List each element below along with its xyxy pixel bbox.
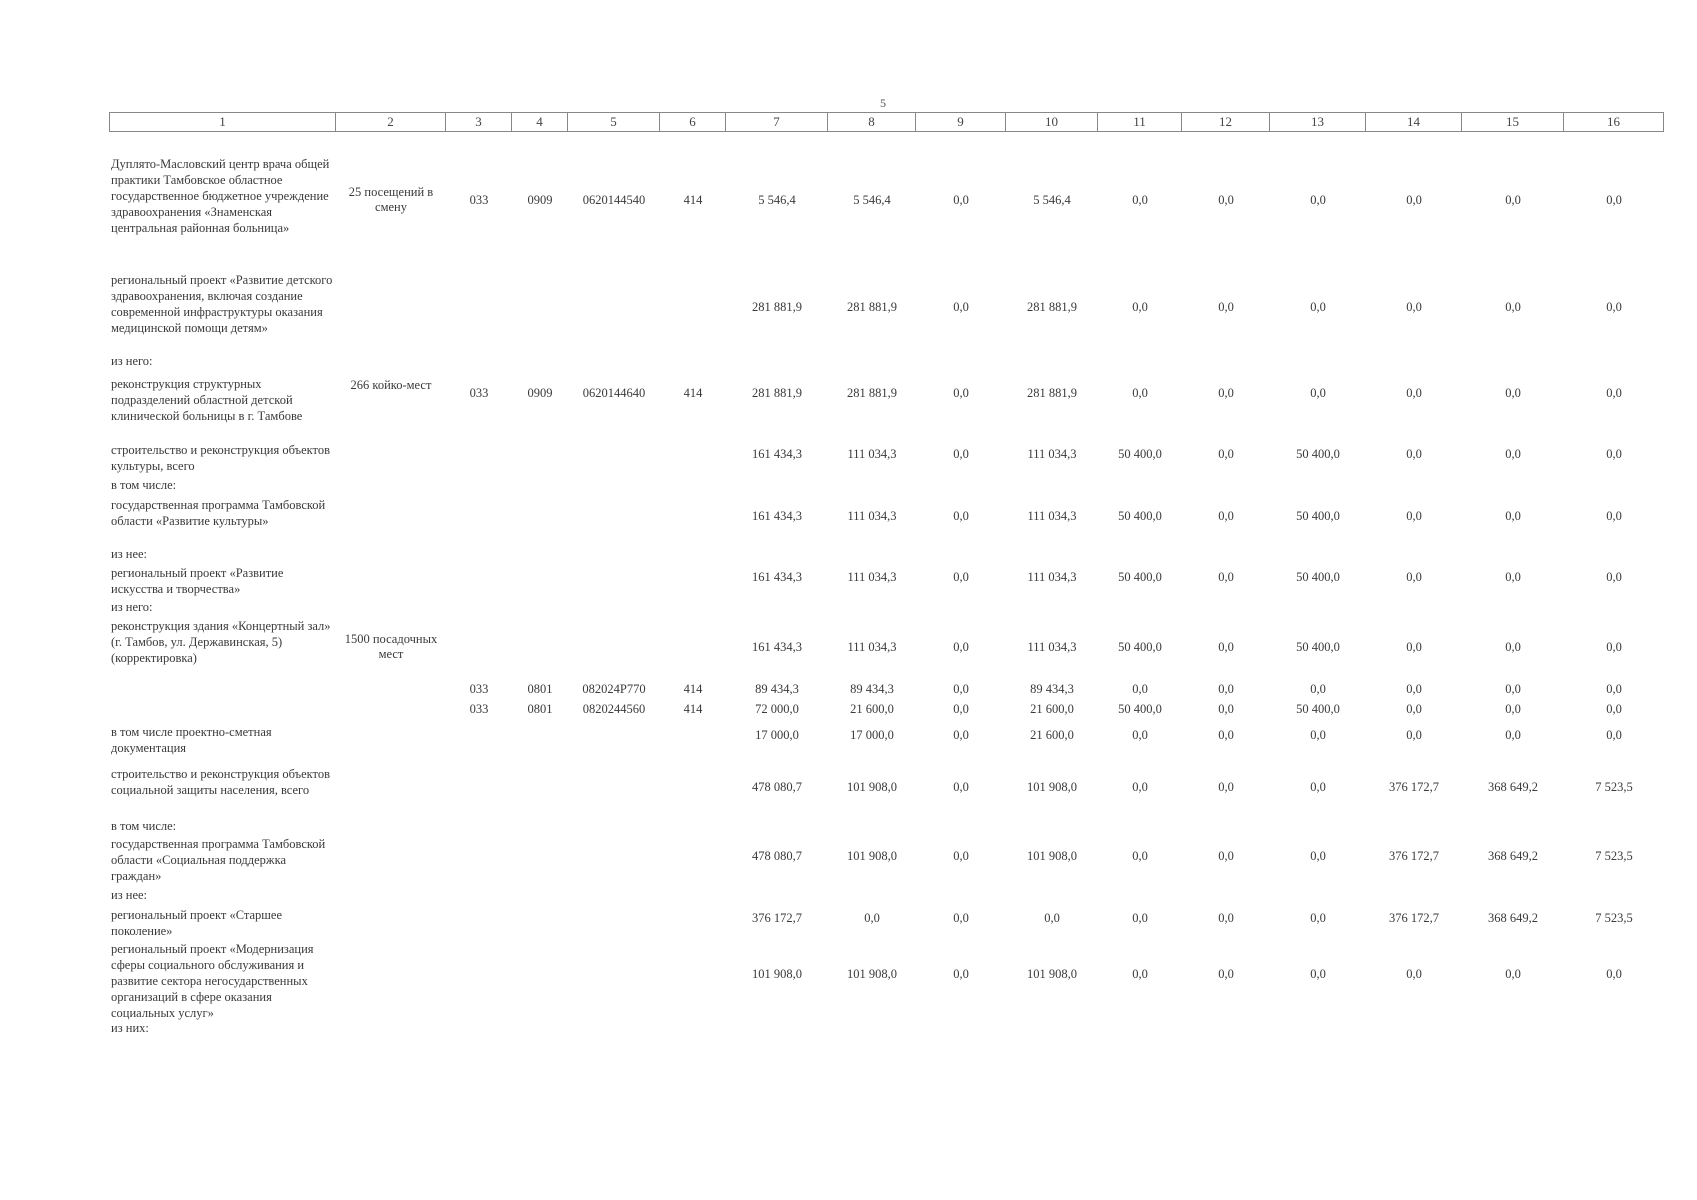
row-value-col-13: 0,0 [1310,193,1326,207]
row-value-col-16: 7 523,5 [1595,911,1633,925]
row-value-col-11: 0,0 [1132,967,1148,981]
row-value-col-11: 0,0 [1132,849,1148,863]
row-value-col-9: 0,0 [953,682,969,696]
row-value-col-15: 0,0 [1505,509,1521,523]
row-value-col-15: 0,0 [1505,728,1521,742]
row-value-col-14: 0,0 [1406,447,1422,461]
column-header-7: 7 [726,112,828,132]
row-value-col-7: 478 080,7 [752,780,802,794]
row-value-col-12: 0,0 [1218,300,1234,314]
row-value-col-10: 5 546,4 [1033,193,1071,207]
row-value-col-11: 0,0 [1132,728,1148,742]
row-value-col-16: 0,0 [1606,640,1622,654]
row-value-col-7: 281 881,9 [752,386,802,400]
column-header-14: 14 [1366,112,1462,132]
row-value-col-10: 89 434,3 [1030,682,1074,696]
row-value-col-13: 0,0 [1310,386,1326,400]
row-value-col-11: 50 400,0 [1118,509,1162,523]
row-value-col-14: 0,0 [1406,193,1422,207]
row-value-col-16: 0,0 [1606,967,1622,981]
row-value-col-9: 0,0 [953,849,969,863]
row-code-c3: 033 [469,702,489,716]
row-value-col-13: 50 400,0 [1296,640,1340,654]
row-label: в том числе проектно-сметная документация [111,725,272,755]
row-value-col-16: 0,0 [1606,682,1622,696]
row-value-col-8: 17 000,0 [850,728,894,742]
row-value-col-8: 101 908,0 [847,967,897,981]
row-code-c6: 414 [683,193,703,207]
row-label: региональный проект «Развитие детского здравоохранения, включая создание современной инфраструктуры оказания медицинской помощи детям» [111,273,333,335]
row-value-col-12: 0,0 [1218,386,1234,400]
row-value-col-11: 50 400,0 [1118,570,1162,584]
row-value-col-15: 368 649,2 [1488,849,1538,863]
row-label: реконструкция структурных подразделений областной детской клинической больницы в г. Тамбове [111,377,303,423]
row-value-col-12: 0,0 [1218,911,1234,925]
row-value-col-7: 5 546,4 [758,193,796,207]
row-value-col-10: 101 908,0 [1027,780,1077,794]
row-label: строительство и реконструкция объектов культуры, всего [111,443,330,473]
row-value-col-11: 0,0 [1132,780,1148,794]
column-header-6: 6 [660,112,726,132]
row-code-c4: 0909 [527,386,553,400]
row-code-c6: 414 [683,702,703,716]
row-value-col-9: 0,0 [953,780,969,794]
row-value-col-13: 0,0 [1310,911,1326,925]
row-value-col-7: 161 434,3 [752,640,802,654]
row-value-col-8: 111 034,3 [847,640,897,654]
row-value-col-9: 0,0 [953,640,969,654]
row-value-col-15: 0,0 [1505,386,1521,400]
column-header-15: 15 [1462,112,1564,132]
row-capacity: 266 койко-мест [350,378,432,392]
row-code-c6: 414 [683,386,703,400]
row-value-col-12: 0,0 [1218,193,1234,207]
row-value-col-13: 50 400,0 [1296,570,1340,584]
row-value-col-15: 0,0 [1505,702,1521,716]
row-value-col-15: 0,0 [1505,570,1521,584]
row-value-col-11: 0,0 [1132,682,1148,696]
row-value-col-9: 0,0 [953,570,969,584]
row-code-c5: 0620144540 [582,193,646,207]
page-number: 5 [880,96,886,110]
row-value-col-9: 0,0 [953,509,969,523]
row-label: региональный проект «Модернизация сферы социального обслуживания и развитие сектора негосударственных организаций в сфере оказания социальных услуг» [111,942,314,1020]
row-value-col-15: 0,0 [1505,682,1521,696]
row-code-c3: 033 [469,193,489,207]
row-value-col-9: 0,0 [953,447,969,461]
column-header-5: 5 [568,112,660,132]
row-value-col-13: 0,0 [1310,780,1326,794]
row-value-col-12: 0,0 [1218,570,1234,584]
row-value-col-14: 0,0 [1406,702,1422,716]
row-value-col-9: 0,0 [953,967,969,981]
row-value-col-10: 111 034,3 [1027,640,1077,654]
sub-label: в том числе: [111,819,177,833]
row-value-col-8: 111 034,3 [847,509,897,523]
row-code-c4: 0801 [527,702,553,716]
row-value-col-10: 281 881,9 [1027,386,1077,400]
column-header-11: 11 [1098,112,1182,132]
row-value-col-16: 0,0 [1606,386,1622,400]
row-value-col-13: 50 400,0 [1296,447,1340,461]
column-header-9: 9 [916,112,1006,132]
row-value-col-7: 161 434,3 [752,570,802,584]
row-value-col-7: 89 434,3 [755,682,799,696]
row-value-col-11: 50 400,0 [1118,640,1162,654]
row-capacity: 25 посещений в смену [348,185,434,214]
row-label: строительство и реконструкция объектов социальной защиты населения, всего [111,767,330,797]
row-value-col-16: 0,0 [1606,728,1622,742]
column-header-3: 3 [446,112,512,132]
column-header-1: 1 [109,112,336,132]
row-code-c5: 0620144640 [582,386,646,400]
row-value-col-14: 0,0 [1406,728,1422,742]
sub-label: из нее: [111,888,148,902]
row-code-c4: 0909 [527,193,553,207]
row-value-col-11: 50 400,0 [1118,702,1162,716]
column-header-2: 2 [336,112,446,132]
row-value-col-16: 0,0 [1606,702,1622,716]
column-header-13: 13 [1270,112,1366,132]
row-value-col-9: 0,0 [953,300,969,314]
row-value-col-7: 72 000,0 [755,702,799,716]
row-value-col-8: 101 908,0 [847,849,897,863]
row-value-col-11: 0,0 [1132,300,1148,314]
row-value-col-12: 0,0 [1218,447,1234,461]
sub-label: в том числе: [111,478,177,492]
row-value-col-8: 0,0 [864,911,880,925]
row-value-col-7: 17 000,0 [755,728,799,742]
row-value-col-15: 368 649,2 [1488,911,1538,925]
row-value-col-9: 0,0 [953,702,969,716]
column-header-12: 12 [1182,112,1270,132]
row-label: Дуплято-Масловский центр врача общей практики Тамбовское областное государственное бюджетное учреждение здравоохранения «Знаменская центральная районная больница» [111,157,330,235]
row-label: реконструкция здания «Концертный зал» (г. Тамбов, ул. Державинская, 5) (корректировка) [111,619,331,665]
column-header-4: 4 [512,112,568,132]
sub-label: из них: [111,1021,149,1035]
sub-label: из нее: [111,547,148,561]
row-value-col-16: 0,0 [1606,570,1622,584]
row-value-col-11: 0,0 [1132,911,1148,925]
row-value-col-10: 281 881,9 [1027,300,1077,314]
row-value-col-10: 0,0 [1044,911,1060,925]
row-value-col-15: 0,0 [1505,300,1521,314]
row-value-col-12: 0,0 [1218,967,1234,981]
row-label: региональный проект «Развитие искусства и творчества» [111,566,284,596]
row-capacity: 1500 посадочных мест [344,632,438,661]
row-value-col-9: 0,0 [953,911,969,925]
row-value-col-15: 0,0 [1505,967,1521,981]
row-value-col-8: 89 434,3 [850,682,894,696]
row-value-col-8: 5 546,4 [853,193,891,207]
row-value-col-13: 50 400,0 [1296,702,1340,716]
row-value-col-10: 101 908,0 [1027,967,1077,981]
row-value-col-10: 101 908,0 [1027,849,1077,863]
row-value-col-16: 0,0 [1606,300,1622,314]
row-value-col-13: 50 400,0 [1296,509,1340,523]
row-value-col-12: 0,0 [1218,702,1234,716]
row-value-col-13: 0,0 [1310,849,1326,863]
row-value-col-15: 0,0 [1505,640,1521,654]
row-value-col-10: 111 034,3 [1027,447,1077,461]
sub-label: из него: [111,600,153,614]
row-value-col-13: 0,0 [1310,967,1326,981]
row-value-col-16: 7 523,5 [1595,849,1633,863]
row-value-col-14: 0,0 [1406,386,1422,400]
row-value-col-7: 161 434,3 [752,447,802,461]
row-value-col-16: 0,0 [1606,193,1622,207]
row-value-col-14: 0,0 [1406,570,1422,584]
row-value-col-10: 111 034,3 [1027,570,1077,584]
row-value-col-14: 376 172,7 [1389,780,1439,794]
row-code-c3: 033 [469,682,489,696]
row-value-col-14: 376 172,7 [1389,911,1439,925]
row-value-col-12: 0,0 [1218,780,1234,794]
row-value-col-12: 0,0 [1218,682,1234,696]
row-value-col-7: 101 908,0 [752,967,802,981]
row-value-col-9: 0,0 [953,386,969,400]
row-value-col-10: 111 034,3 [1027,509,1077,523]
row-code-c5: 0820244560 [582,702,646,716]
row-value-col-10: 21 600,0 [1030,702,1074,716]
row-value-col-11: 0,0 [1132,193,1148,207]
column-header-16: 16 [1564,112,1664,132]
row-value-col-15: 0,0 [1505,193,1521,207]
row-value-col-8: 111 034,3 [847,447,897,461]
row-value-col-12: 0,0 [1218,640,1234,654]
row-value-col-8: 21 600,0 [850,702,894,716]
row-value-col-7: 161 434,3 [752,509,802,523]
row-value-col-12: 0,0 [1218,728,1234,742]
row-code-c5: 082024P770 [582,682,646,696]
row-label: региональный проект «Старшее поколение» [111,908,282,938]
row-value-col-8: 281 881,9 [847,386,897,400]
row-value-col-14: 0,0 [1406,640,1422,654]
row-value-col-16: 0,0 [1606,509,1622,523]
row-value-col-14: 376 172,7 [1389,849,1439,863]
row-value-col-13: 0,0 [1310,682,1326,696]
row-value-col-8: 101 908,0 [847,780,897,794]
row-value-col-15: 368 649,2 [1488,780,1538,794]
row-value-col-16: 7 523,5 [1595,780,1633,794]
row-code-c3: 033 [469,386,489,400]
row-value-col-14: 0,0 [1406,682,1422,696]
row-value-col-15: 0,0 [1505,447,1521,461]
row-value-col-12: 0,0 [1218,849,1234,863]
column-header-10: 10 [1006,112,1098,132]
row-value-col-14: 0,0 [1406,300,1422,314]
row-value-col-12: 0,0 [1218,509,1234,523]
row-value-col-11: 0,0 [1132,386,1148,400]
row-code-c6: 414 [683,682,703,696]
row-value-col-13: 0,0 [1310,300,1326,314]
row-value-col-8: 111 034,3 [847,570,897,584]
row-value-col-9: 0,0 [953,728,969,742]
row-label: государственная программа Тамбовской области «Развитие культуры» [111,498,326,528]
row-value-col-11: 50 400,0 [1118,447,1162,461]
row-code-c4: 0801 [527,682,553,696]
row-value-col-7: 376 172,7 [752,911,802,925]
row-value-col-14: 0,0 [1406,509,1422,523]
row-value-col-10: 21 600,0 [1030,728,1074,742]
sub-label: из него: [111,354,153,368]
row-value-col-16: 0,0 [1606,447,1622,461]
row-value-col-14: 0,0 [1406,967,1422,981]
row-value-col-7: 281 881,9 [752,300,802,314]
row-value-col-7: 478 080,7 [752,849,802,863]
row-label: государственная программа Тамбовской области «Социальная поддержка граждан» [111,837,326,883]
row-value-col-9: 0,0 [953,193,969,207]
row-value-col-13: 0,0 [1310,728,1326,742]
column-header-8: 8 [828,112,916,132]
row-value-col-8: 281 881,9 [847,300,897,314]
